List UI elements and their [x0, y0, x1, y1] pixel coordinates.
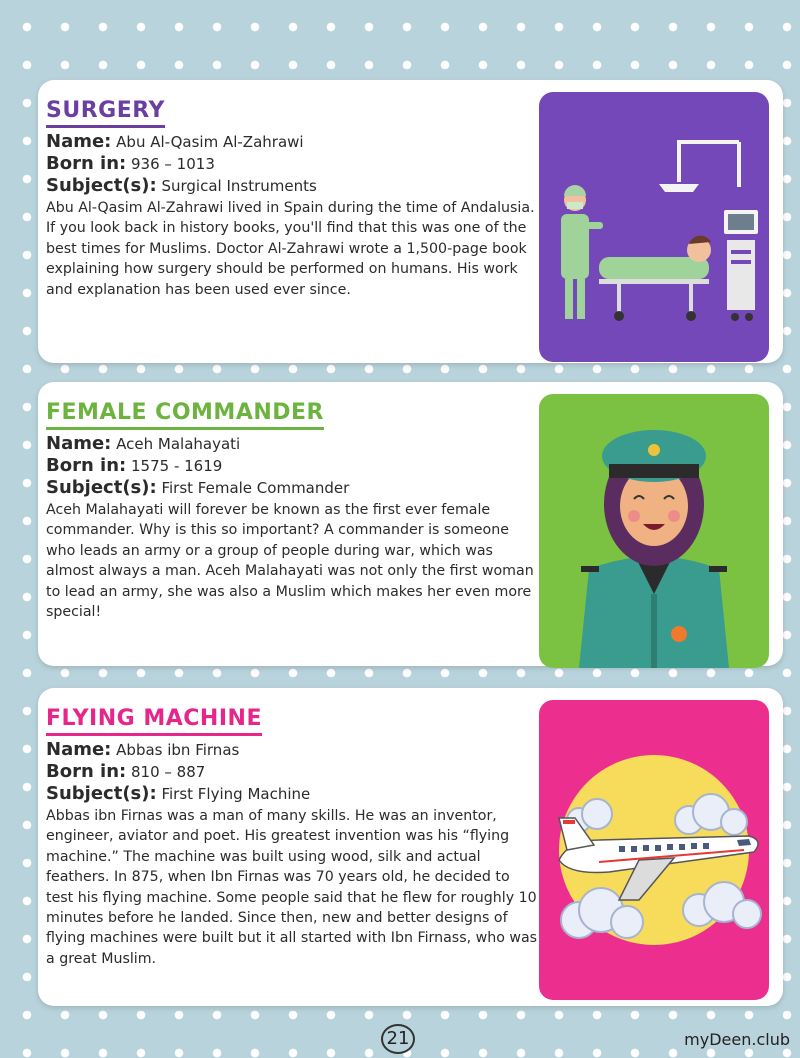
name-value: Aceh Malahayati: [116, 435, 241, 453]
female-commander-text: [46, 400, 541, 622]
subject-label: Subject(s):: [46, 477, 157, 498]
born-label: Born in:: [46, 761, 127, 782]
name-row: [46, 131, 541, 153]
subject-label: Subject(s):: [46, 175, 157, 196]
subject-value: Surgical Instruments: [161, 177, 317, 195]
flying-machine-text: [46, 706, 541, 969]
airplane-illustration: [539, 700, 769, 1000]
subject-value: First Female Commander: [161, 479, 350, 497]
female-commander-illustration: [539, 394, 769, 668]
born-row: [46, 153, 541, 175]
section-title: FLYING MACHINE: [46, 706, 262, 736]
name-value: Abu Al-Qasim Al-Zahrawi: [116, 133, 304, 151]
born-row: [46, 761, 541, 783]
description: Abbas ibn Firnas was a man of many skills. He was an inventor, engineer, aviator and poet. His greatest invention was his “flying machine.” The machine was built using wood, silk and actual feathers. In 875, when Ibn Firnas was 70 years old, he decided to test his flying machine. Some people said that he flew for roughly 10 minutes before he landed. Since then, new and better designs of flying machines were built but it all started with Ibn Firnass, who was a great Muslim.: [46, 808, 538, 967]
born-row: [46, 455, 541, 477]
surgery-card: [38, 80, 783, 363]
name-label: Name:: [46, 433, 112, 454]
name-label: Name:: [46, 739, 112, 760]
subject-row: [46, 477, 541, 499]
born-value: 936 – 1013: [131, 155, 215, 173]
name-row: [46, 433, 541, 455]
born-label: Born in:: [46, 455, 127, 476]
born-label: Born in:: [46, 153, 127, 174]
page-number: 21: [381, 1024, 415, 1054]
name-row: [46, 739, 541, 761]
subject-label: Subject(s):: [46, 783, 157, 804]
subject-value: First Flying Machine: [161, 785, 311, 803]
subject-row: [46, 783, 541, 805]
flying-machine-card: [38, 688, 783, 1006]
female-commander-card: [38, 382, 783, 666]
name-label: Name:: [46, 131, 112, 152]
born-value: 810 – 887: [131, 763, 206, 781]
brand-label: myDeen.club: [684, 1030, 790, 1049]
section-title: FEMALE COMMANDER: [46, 400, 324, 430]
operating-room-illustration: [539, 92, 769, 362]
section-title: SURGERY: [46, 98, 165, 128]
subject-row: [46, 175, 541, 197]
name-value: Abbas ibn Firnas: [116, 741, 240, 759]
description: Abu Al-Qasim Al-Zahrawi lived in Spain during the time of Andalusia. If you look back in history books, you'll find that this was one of the best times for Muslims. Doctor Al-Zahrawi wrote a 1,500-page book explaining how surgery should be performed on humans. His work and explanation has been used ever since.: [46, 200, 535, 298]
born-value: 1575 - 1619: [131, 457, 223, 475]
description: Aceh Malahayati will forever be known as the first ever female commander. Why is this so important? A commander is someone who leads an army or a group of people during war, which was almost always a man. Aceh Malahayati was not only the first woman to lead an army, she was also a Muslim which makes her even more special!: [46, 502, 534, 621]
surgery-text: [46, 98, 541, 300]
